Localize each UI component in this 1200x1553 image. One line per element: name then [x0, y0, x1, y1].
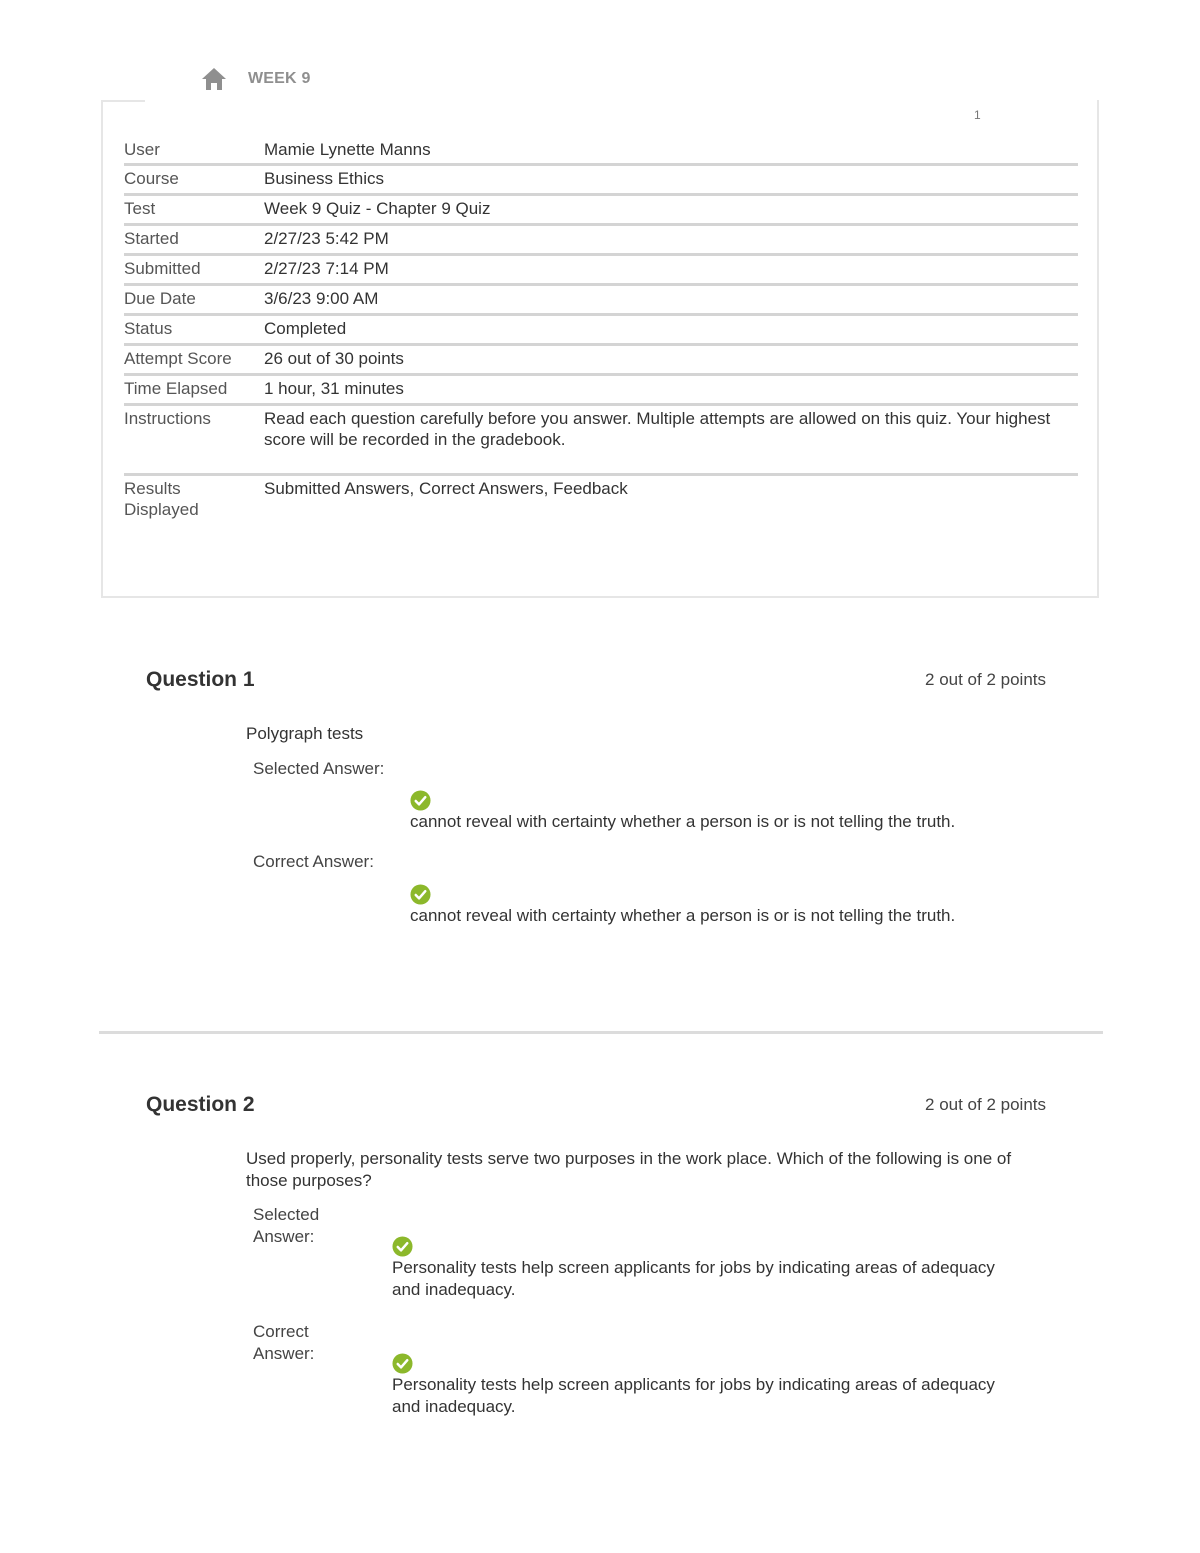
info-value: Read each question carefully before you answer. Multiple attempts are allowed on this quiz. Your highest score will be recorded in the gradebook. [264, 409, 1051, 449]
correct-answer [392, 1353, 1012, 1418]
correct-check-icon [410, 790, 431, 811]
info-value: 2/27/23 5:42 PM [264, 229, 389, 248]
question-divider [99, 1031, 1103, 1034]
question-text: Polygraph tests [246, 724, 364, 743]
info-label: Time Elapsed [124, 379, 228, 398]
info-row-due-date [124, 286, 1078, 316]
info-value: Business Ethics [264, 169, 384, 188]
info-row-submitted [124, 256, 1078, 286]
info-row-status [124, 316, 1078, 346]
question-text: Used properly, personality tests serve two purposes in the work place. Which of the following is one of those purposes? [246, 1149, 1012, 1190]
info-label: Instructions [124, 409, 211, 428]
correct-check-icon [410, 884, 431, 905]
question-1 [146, 668, 1046, 938]
info-label: Status [124, 319, 173, 338]
correct-answer-label: Correct Answer: [253, 1322, 315, 1363]
correct-answer [410, 884, 1050, 927]
question-title: Question 2 [146, 1093, 255, 1116]
info-value: Submitted Answers, Correct Answers, Feedback [264, 479, 628, 498]
attempt-info-table [124, 137, 1078, 546]
selected-answer-label: Selected Answer: [253, 1205, 320, 1246]
panel-corner [101, 100, 145, 102]
info-row-test [124, 196, 1078, 226]
info-row-course [124, 166, 1078, 196]
selected-answer [392, 1236, 1012, 1301]
correct-check-icon [392, 1236, 413, 1257]
page-number: 1 [974, 108, 981, 122]
correct-answer-text: Personality tests help screen applicants for jobs by indicating areas of adequacy and inadequacy. [392, 1375, 995, 1416]
selected-answer [410, 790, 1050, 833]
info-value: 26 out of 30 points [264, 349, 404, 368]
info-label: Due Date [124, 289, 196, 308]
info-row-attempt-score [124, 346, 1078, 376]
info-label: Results Displayed [124, 479, 199, 519]
home-icon[interactable] [200, 66, 228, 92]
info-value: Mamie Lynette Manns [264, 140, 431, 159]
info-row-started [124, 226, 1078, 256]
correct-answer-text: cannot reveal with certainty whether a person is or is not telling the truth. [410, 906, 956, 925]
info-label: Attempt Score [124, 349, 232, 368]
info-value: Completed [264, 319, 347, 338]
info-label: Submitted [124, 259, 201, 278]
correct-answer-label: Correct Answer: [253, 852, 374, 871]
selected-answer-text: Personality tests help screen applicants for jobs by indicating areas of adequacy and inadequacy. [392, 1258, 995, 1299]
info-label: Started [124, 229, 179, 248]
question-2 [146, 1093, 1046, 1433]
correct-check-icon [392, 1353, 413, 1374]
selected-answer-text: cannot reveal with certainty whether a person is or is not telling the truth. [410, 812, 956, 831]
info-row-time-elapsed [124, 376, 1078, 406]
info-label: Course [124, 169, 179, 188]
info-row-instructions [124, 406, 1078, 476]
info-label: Test [124, 199, 156, 218]
selected-answer-label: Selected Answer: [253, 759, 385, 778]
info-row-user [124, 137, 1078, 166]
info-label: User [124, 140, 160, 159]
info-value: 2/27/23 7:14 PM [264, 259, 389, 278]
info-value: 3/6/23 9:00 AM [264, 289, 379, 308]
info-row-results-displayed [124, 476, 1078, 546]
info-value: Week 9 Quiz - Chapter 9 Quiz [264, 199, 491, 218]
breadcrumb-week-link[interactable]: WEEK 9 [248, 70, 311, 87]
question-points: 2 out of 2 points [925, 670, 1046, 689]
info-value: 1 hour, 31 minutes [264, 379, 404, 398]
breadcrumb [200, 64, 311, 94]
question-title: Question 1 [146, 668, 255, 691]
question-points: 2 out of 2 points [925, 1095, 1046, 1114]
